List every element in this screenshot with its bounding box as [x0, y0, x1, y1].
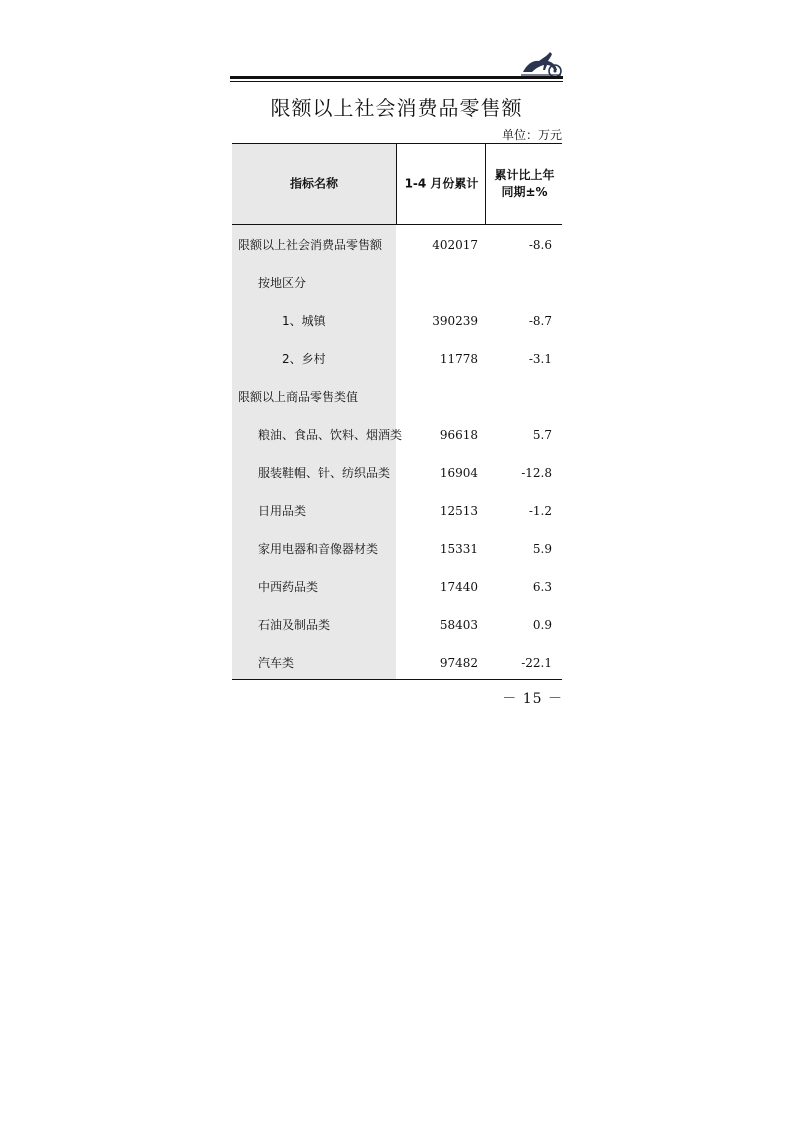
row-name: 按地区分 [258, 276, 307, 290]
row-value: 17440 [439, 580, 478, 594]
row-yoy-pct: -22.1 [521, 656, 552, 670]
header-rule-thin [230, 81, 563, 82]
row-name: 家用电器和音像器材类 [258, 542, 379, 556]
row-value: 390239 [432, 314, 478, 328]
table-row [232, 539, 562, 559]
row-value: 15331 [439, 542, 478, 556]
header-cell-cumulative: 1-4 月份累计 [396, 144, 486, 224]
row-yoy-pct: 0.9 [532, 618, 552, 632]
row-yoy-pct: 5.7 [532, 428, 552, 442]
table-row [232, 235, 562, 255]
row-yoy-pct: -8.7 [528, 314, 552, 328]
row-name: 服装鞋帽、针、纺织品类 [258, 466, 391, 480]
table-row [232, 577, 562, 597]
row-value: 12513 [439, 504, 478, 518]
row-yoy-pct: -8.6 [528, 238, 552, 252]
row-name: 2、乡村 [282, 352, 326, 366]
page-number: － 15 － [502, 691, 563, 707]
retail-sales-table [232, 143, 562, 680]
table-row [232, 653, 562, 673]
row-name: 限额以上社会消费品零售额 [238, 238, 383, 252]
header-cell-indicator: 指标名称 [232, 144, 396, 224]
row-name: 石油及制品类 [258, 618, 331, 632]
row-value: 16904 [439, 466, 478, 480]
row-name: 中西药品类 [258, 580, 319, 594]
table-row [232, 615, 562, 635]
row-yoy-pct: 6.3 [532, 580, 552, 594]
row-value: 58403 [439, 618, 478, 632]
row-yoy-pct: 5.9 [532, 542, 552, 556]
table-row [232, 349, 562, 369]
horse-logo-icon [519, 50, 563, 78]
table-row [232, 501, 562, 521]
unit-label: 单位：万元 [501, 128, 562, 142]
header-rule-thick [230, 76, 563, 79]
row-value: 11778 [439, 352, 478, 366]
name-column-shade [232, 225, 396, 679]
page-title: 限额以上社会消费品零售额 [270, 96, 523, 120]
row-name: 1、城镇 [282, 314, 326, 328]
table-row [232, 311, 562, 331]
row-name: 日用品类 [258, 504, 307, 518]
table-row [232, 463, 562, 483]
row-value: 97482 [439, 656, 478, 670]
row-yoy-pct: -3.1 [528, 352, 552, 366]
row-name: 粮油、食品、饮料、烟酒类 [258, 428, 403, 442]
row-value: 96618 [439, 428, 478, 442]
table-row [232, 273, 562, 293]
table-header [232, 143, 562, 225]
table-row [232, 425, 562, 445]
table-row [232, 387, 562, 407]
row-yoy-pct: -1.2 [528, 504, 552, 518]
row-name: 汽车类 [258, 656, 295, 670]
row-yoy-pct: -12.8 [521, 466, 552, 480]
header-cell-yoy: 累计比上年 同期±% [485, 144, 563, 224]
table-body [232, 225, 562, 680]
row-name: 限额以上商品零售类值 [238, 390, 359, 404]
row-value: 402017 [432, 238, 478, 252]
